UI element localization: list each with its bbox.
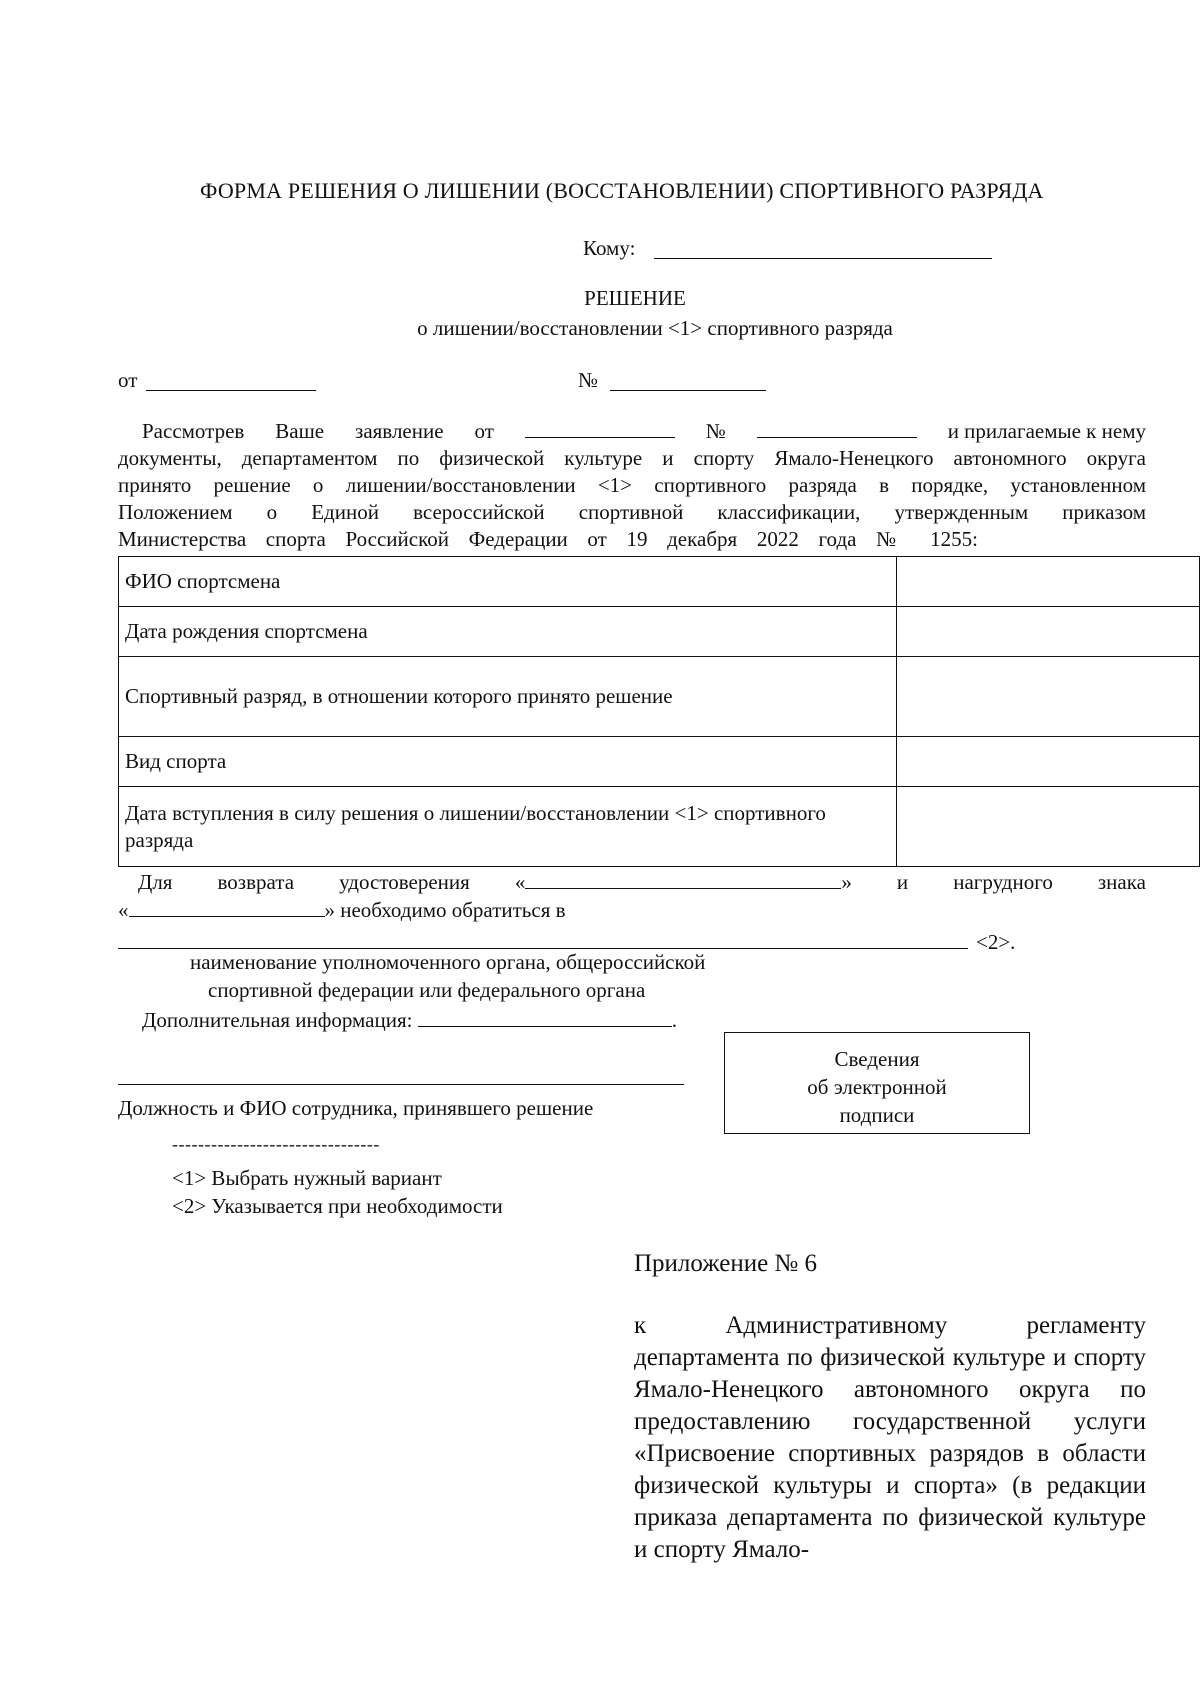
table-label-cell: Дата рождения спортсмена bbox=[119, 607, 897, 657]
application-date-blank[interactable] bbox=[525, 419, 675, 438]
additional-info-period: . bbox=[671, 1008, 677, 1032]
decision-heading: РЕШЕНИЕ bbox=[584, 286, 686, 310]
return-paragraph bbox=[118, 868, 1146, 956]
table-value-cell[interactable] bbox=[897, 737, 1200, 787]
table-label-cell: Вид спорта bbox=[119, 737, 897, 787]
table-row bbox=[119, 607, 1200, 657]
body-line: Положением о Единой всероссийской спортивной классификации, утвержденным приказом bbox=[118, 500, 1146, 524]
table-row bbox=[119, 657, 1200, 737]
date-label: от bbox=[118, 368, 138, 392]
body-word: № bbox=[705, 419, 726, 443]
body-word: от bbox=[474, 419, 494, 443]
return-line-end: » необходимо обратиться в bbox=[324, 898, 566, 922]
athlete-info-table bbox=[118, 556, 1200, 867]
additional-info-blank[interactable] bbox=[418, 1008, 672, 1027]
footnote-ref-2: <2>. bbox=[976, 930, 1016, 954]
signature-box-line: подписи bbox=[839, 1103, 915, 1127]
body-line: принято решение о лишении/восстановлении <1> спортивного разряда в порядке, установленном bbox=[118, 473, 1146, 497]
table-row bbox=[119, 737, 1200, 787]
body-word: Рассмотрев bbox=[142, 419, 245, 443]
number-label: № bbox=[578, 368, 599, 392]
form-title: ФОРМА РЕШЕНИЯ О ЛИШЕНИИ (ВОССТАНОВЛЕНИИ) СПОРТИВНОГО РАЗРЯДА bbox=[200, 178, 1044, 203]
return-word: возврата bbox=[217, 870, 295, 894]
footnote-1: <1> Выбрать нужный вариант bbox=[172, 1166, 442, 1190]
number-field-line[interactable] bbox=[610, 390, 766, 391]
authority-caption: спортивной федерации или федерального органа bbox=[208, 978, 646, 1002]
electronic-signature-box bbox=[724, 1032, 1030, 1134]
signer-caption: Должность и ФИО сотрудника, принявшего решение bbox=[118, 1096, 594, 1120]
table-label-cell: Дата вступления в силу решения о лишении/восстановлении <1> спортивного разряда bbox=[119, 787, 897, 867]
quote-close: » bbox=[841, 870, 852, 894]
date-field-line[interactable] bbox=[146, 390, 316, 391]
table-value-cell[interactable] bbox=[897, 787, 1200, 867]
body-word: Ваше bbox=[275, 419, 325, 443]
certificate-blank[interactable] bbox=[525, 870, 841, 889]
body-word: и прилагаемые к нему bbox=[947, 419, 1146, 443]
additional-info-text: Дополнительная информация: bbox=[142, 1008, 413, 1032]
signer-line[interactable] bbox=[118, 1084, 684, 1085]
appendix-text: к Административному регламенту департамента по физической культуре и спорту Ямало-Ненецкого автономного округа по предоставлению государственной услуги «Присвоение спортивных разрядов в области физической культуры и спорта» (в редакции приказа департамента по физической культуре и спорту Ямало- bbox=[634, 1312, 1146, 1563]
table-value-cell[interactable] bbox=[897, 657, 1200, 737]
table-row bbox=[119, 557, 1200, 607]
decision-subheading: о лишении/восстановлении <1> спортивного разряда bbox=[417, 316, 893, 340]
signature-box-line: об электронной bbox=[807, 1075, 947, 1099]
return-word: нагрудного bbox=[953, 870, 1053, 894]
badge-blank[interactable] bbox=[129, 898, 325, 917]
additional-info-label bbox=[142, 1008, 677, 1033]
table-row bbox=[119, 787, 1200, 867]
body-line: Министерства спорта Российской Федерации от 19 декабря 2022 года № 1255: bbox=[118, 527, 978, 551]
table-value-cell[interactable] bbox=[897, 557, 1200, 607]
footnote-2: <2> Указывается при необходимости bbox=[172, 1194, 503, 1218]
quote-open: « bbox=[514, 870, 526, 894]
return-word: знака bbox=[1097, 870, 1146, 894]
body-word: заявление bbox=[355, 419, 444, 443]
authority-caption: наименование уполномоченного органа, общероссийской bbox=[190, 950, 706, 974]
signature-box-line: Сведения bbox=[834, 1047, 920, 1071]
table-label-cell: ФИО спортсмена bbox=[119, 557, 897, 607]
authority-blank[interactable] bbox=[118, 930, 968, 949]
return-word: и bbox=[896, 870, 909, 894]
footnote-separator: -------------------------------- bbox=[172, 1134, 380, 1154]
recipient-label: Кому: bbox=[583, 236, 636, 260]
return-word: удостоверения bbox=[339, 870, 470, 894]
table-label-cell: Спортивный разряд, в отношении которого принято решение bbox=[119, 657, 897, 737]
application-number-blank[interactable] bbox=[757, 419, 917, 438]
body-paragraph bbox=[118, 418, 1146, 553]
certificate-field[interactable] bbox=[515, 868, 852, 896]
quote-open: « bbox=[118, 898, 129, 922]
appendix-title: Приложение № 6 bbox=[634, 1250, 818, 1277]
table-value-cell[interactable] bbox=[897, 607, 1200, 657]
recipient-field-line[interactable] bbox=[654, 258, 992, 259]
body-line: документы, департаментом по физической культуре и спорту Ямало-Ненецкого автономного округа bbox=[118, 446, 1146, 470]
return-word: Для bbox=[138, 870, 173, 894]
